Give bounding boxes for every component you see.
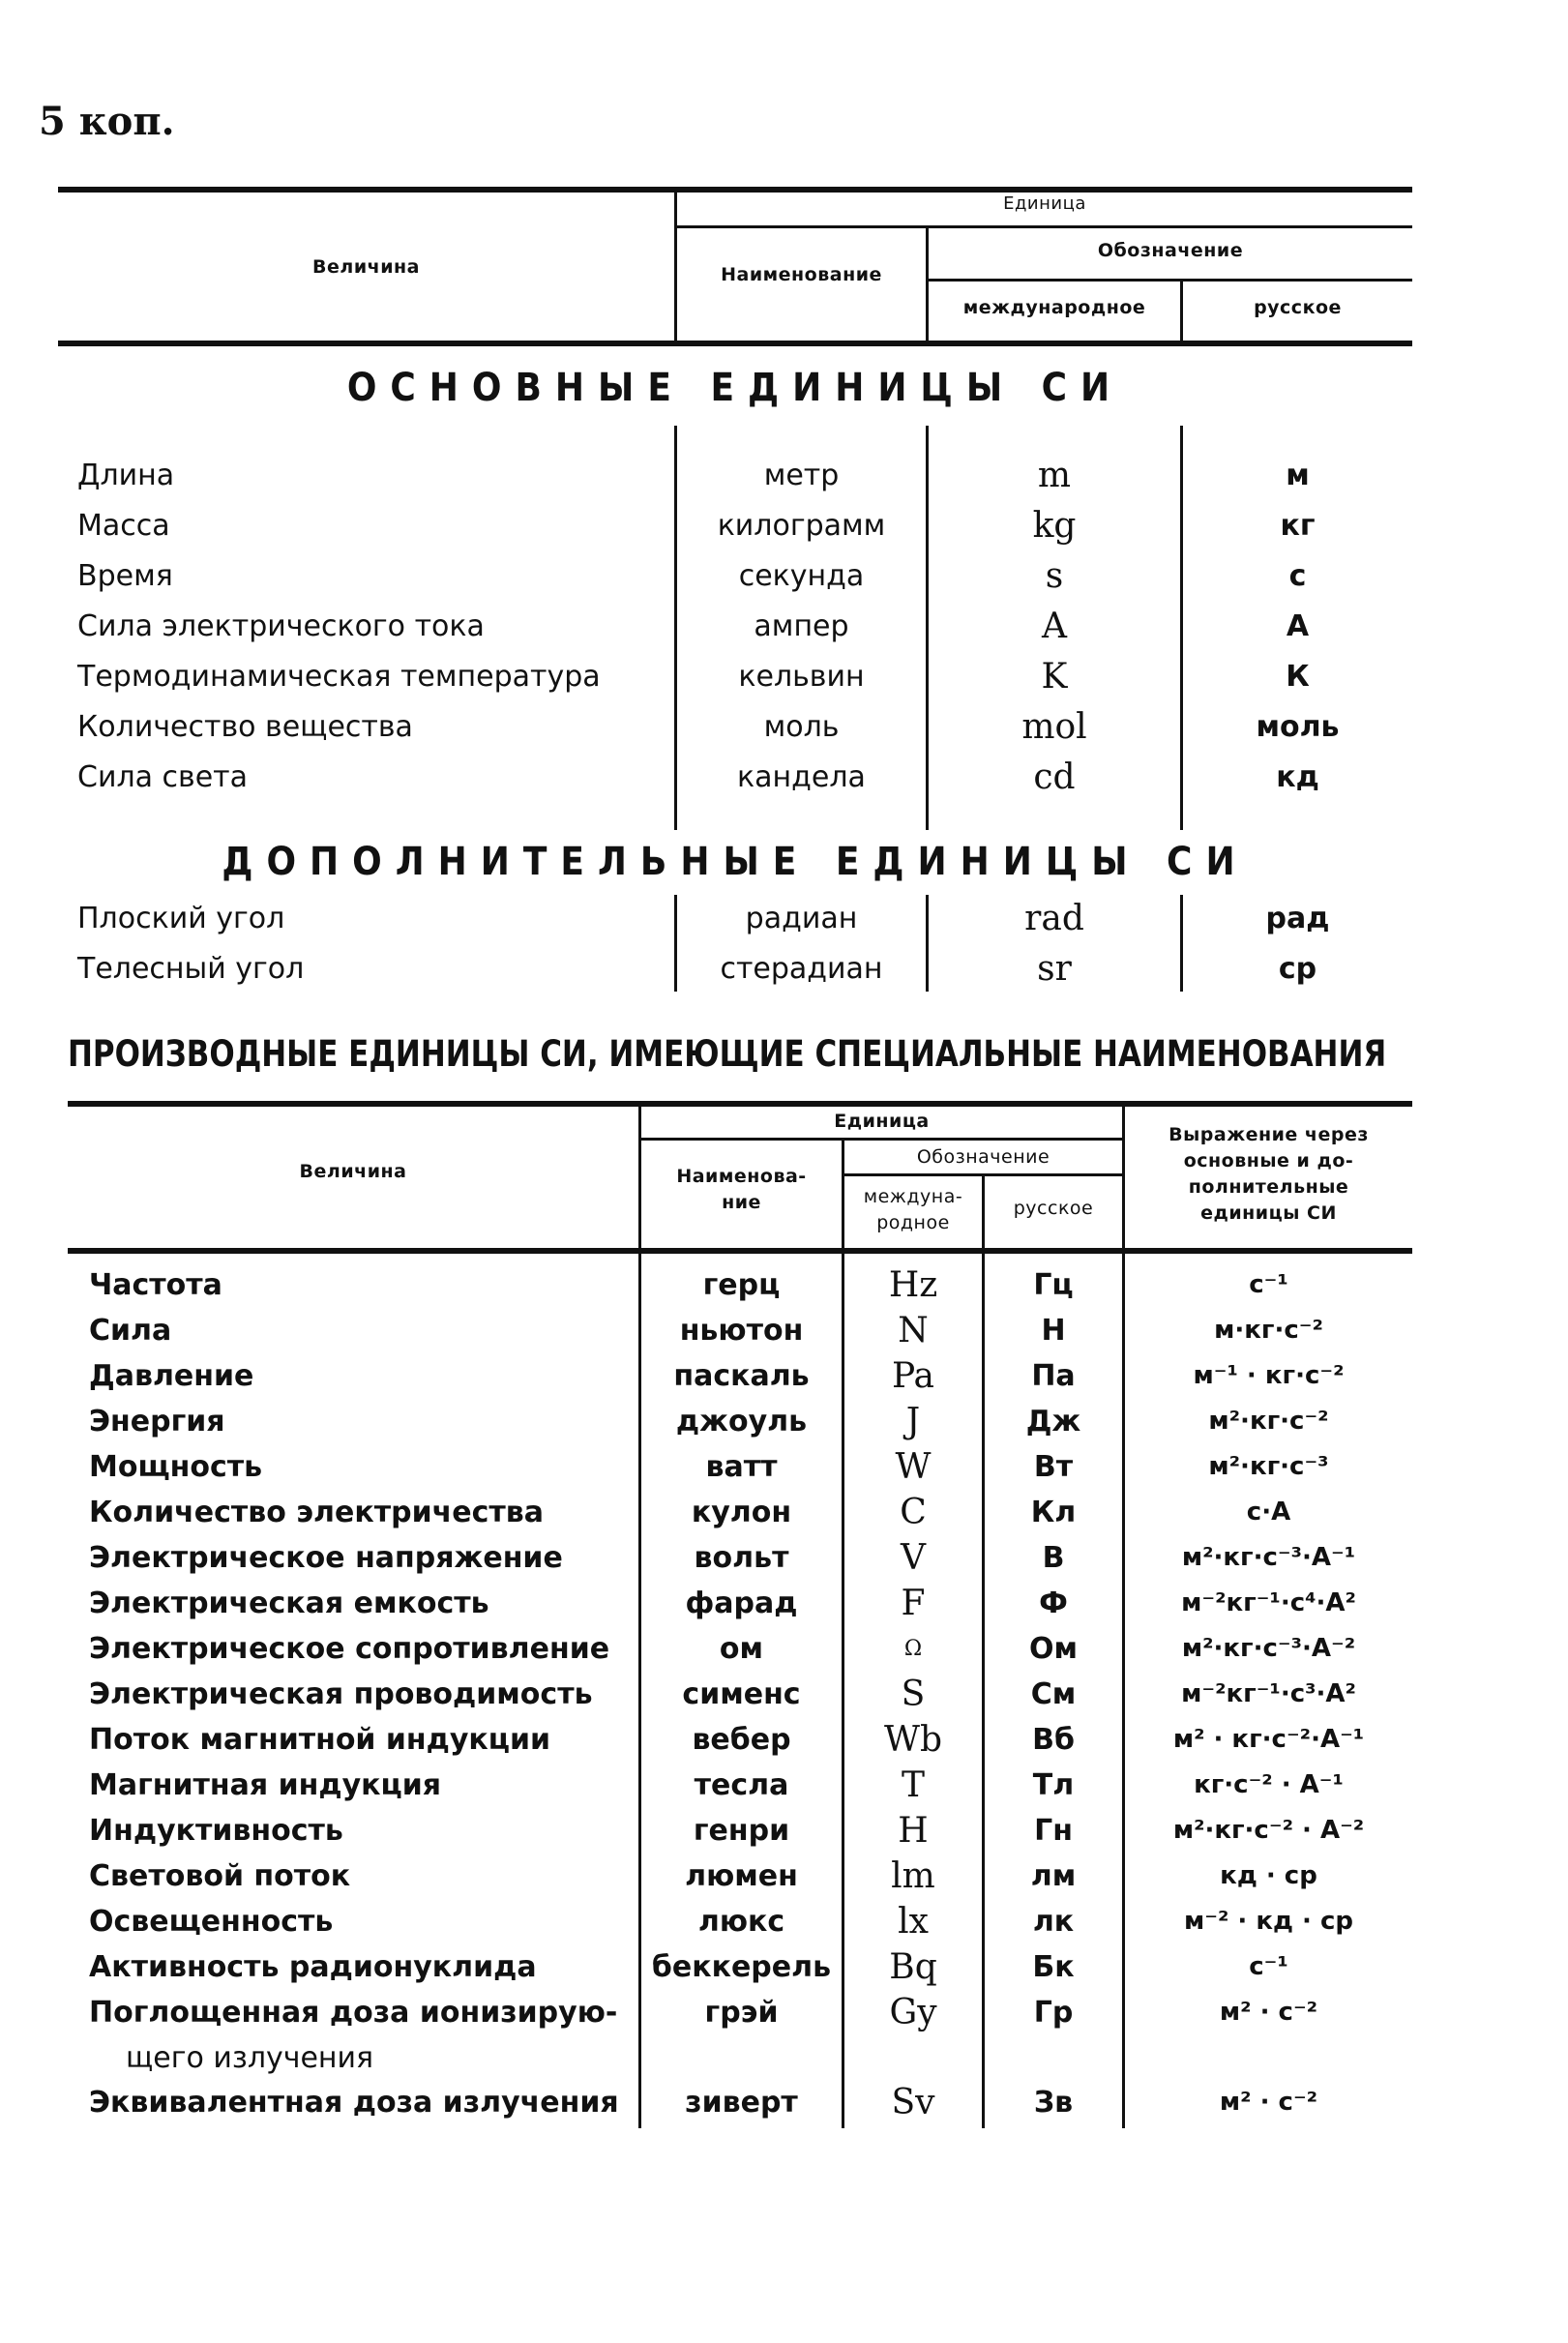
unit-name: радиан — [745, 902, 858, 935]
column-header-expr-3: полнительные — [1188, 1176, 1349, 1198]
rus-symbol: Гр — [1033, 1996, 1074, 2030]
si-expression: м⁻² · кд · ср — [1184, 1907, 1353, 1936]
table-row — [0, 1399, 1568, 1444]
rus-symbol: м — [1286, 459, 1310, 492]
table-row — [0, 1581, 1568, 1626]
unit-name: ампер — [754, 609, 849, 643]
quantity-label: Поглощенная доза ионизирую- — [89, 1996, 618, 2030]
rus-symbol: См — [1030, 1677, 1077, 1711]
section-title-supplementary: ДОПОЛНИТЕЛЬНЫЕ ЕДИНИЦЫ СИ — [222, 840, 1249, 884]
intl-symbol: S — [901, 1675, 926, 1714]
intl-symbol: T — [901, 1765, 925, 1805]
table-row — [0, 1308, 1568, 1353]
unit-name: грэй — [704, 1996, 779, 2030]
quantity-label: Количество электричества — [89, 1496, 544, 1529]
table-row — [0, 1353, 1568, 1399]
intl-symbol: A — [1042, 607, 1067, 646]
quantity-label: Термодинамическая температура — [77, 660, 601, 694]
rus-symbol: Зв — [1033, 2086, 1074, 2120]
table-row — [0, 1854, 1568, 1899]
column-header-quantity: Величина — [299, 1161, 407, 1182]
intl-symbol: C — [900, 1493, 927, 1532]
list-item — [0, 602, 1568, 652]
unit-name: секунда — [738, 559, 865, 593]
intl-symbol: J — [905, 1402, 921, 1441]
intl-symbol: Gy — [889, 1993, 937, 2032]
list-item — [0, 753, 1568, 803]
column-header-unit: Единица — [1003, 193, 1086, 214]
si-expression: м² · кг·с⁻²·А⁻¹ — [1172, 1725, 1365, 1754]
column-header-intl-2: родное — [876, 1212, 950, 1233]
unit-name: тесла — [694, 1768, 789, 1802]
si-expression: м⁻¹ · кг·с⁻² — [1193, 1361, 1345, 1390]
rus-symbol: Дж — [1025, 1405, 1081, 1438]
si-expression: м²·кг·с⁻³·А⁻² — [1181, 1634, 1356, 1663]
intl-symbol: sr — [1037, 949, 1072, 989]
table-row — [0, 1626, 1568, 1672]
rus-symbol: Тл — [1032, 1768, 1075, 1802]
column-header-russian: русское — [1013, 1198, 1094, 1219]
rus-symbol: лм — [1030, 1859, 1077, 1893]
table-row — [0, 1717, 1568, 1763]
table-row — [0, 1808, 1568, 1854]
column-header-expr-4: единицы СИ — [1200, 1202, 1337, 1224]
quantity-label: Плоский угол — [77, 902, 285, 935]
unit-name: беккерель — [651, 1950, 832, 1984]
unit-name: вольт — [694, 1541, 789, 1575]
rule — [638, 1138, 1122, 1141]
intl-symbol: Ω — [903, 1637, 923, 1661]
rus-symbol: Ом — [1028, 1632, 1079, 1666]
rus-symbol: Вт — [1033, 1450, 1074, 1484]
intl-symbol: V — [901, 1538, 926, 1578]
list-item — [0, 944, 1568, 994]
rule — [926, 279, 1412, 282]
intl-symbol: Wb — [883, 1720, 943, 1760]
si-expression: м²·кг·с⁻² · А⁻² — [1172, 1816, 1365, 1845]
table-row — [0, 1763, 1568, 1808]
si-expression: м² · с⁻² — [1219, 2088, 1318, 2117]
quantity-label: Электрическая проводимость — [89, 1677, 593, 1711]
quantity-label: Время — [77, 559, 173, 593]
quantity-label: Длина — [77, 459, 175, 492]
intl-symbol: Hz — [888, 1265, 938, 1305]
unit-name: килограмм — [717, 509, 886, 543]
unit-name: ньютон — [679, 1314, 804, 1348]
section-title-base: ОСНОВНЫЕ ЕДИНИЦЫ СИ — [346, 366, 1124, 410]
intl-symbol: Sv — [891, 2083, 935, 2122]
unit-name: генри — [693, 1814, 790, 1848]
quantity-label: Сила света — [77, 760, 249, 794]
table-row — [0, 1262, 1568, 1308]
rus-symbol: Гц — [1033, 1268, 1074, 1302]
quantity-label: Электрическое напряжение — [89, 1541, 563, 1575]
rus-symbol: Ф — [1039, 1587, 1068, 1620]
quantity-label: Электрическое сопротивление — [89, 1632, 610, 1666]
quantity-label: Магнитная индукция — [89, 1768, 441, 1802]
intl-symbol: W — [895, 1447, 932, 1487]
unit-name: люмен — [685, 1859, 798, 1893]
quantity-label: Световой поток — [89, 1859, 351, 1893]
list-item — [0, 702, 1568, 753]
unit-name: сименс — [682, 1677, 801, 1711]
intl-symbol: lm — [891, 1856, 935, 1896]
si-expression: с·А — [1246, 1498, 1291, 1527]
rule — [58, 187, 1412, 193]
column-header-expr-1: Выражение через — [1169, 1124, 1369, 1145]
rus-symbol: ср — [1278, 952, 1317, 986]
table-row — [0, 1944, 1568, 1990]
unit-name: герц — [702, 1268, 781, 1302]
quantity-label: Давление — [89, 1359, 254, 1393]
si-expression: м²·кг·с⁻³·А⁻¹ — [1181, 1543, 1356, 1572]
rus-symbol: моль — [1256, 710, 1340, 744]
column-header-quantity: Величина — [312, 256, 420, 278]
si-expression: кд · ср — [1220, 1861, 1317, 1890]
intl-symbol: cd — [1033, 757, 1076, 797]
intl-symbol: F — [901, 1584, 926, 1623]
rus-symbol: лк — [1032, 1905, 1075, 1939]
intl-symbol: rad — [1024, 899, 1084, 938]
quantity-label: Освещенность — [89, 1905, 334, 1939]
intl-symbol: lx — [898, 1902, 929, 1942]
column-header-symbol: Обозначение — [916, 1146, 1050, 1168]
quantity-label: Индуктивность — [89, 1814, 343, 1848]
table-row — [0, 1535, 1568, 1581]
section-title-derived: ПРОИЗВОДНЫЕ ЕДИНИЦЫ СИ, ИМЕЮЩИЕ СПЕЦИАЛЬНЫЕ НАИМЕНОВАНИЯ — [68, 1033, 1387, 1075]
quantity-label: Сила электрического тока — [77, 609, 485, 643]
table-row — [0, 1672, 1568, 1717]
intl-symbol: N — [898, 1311, 929, 1350]
rule — [58, 341, 1412, 346]
column-header-russian: русское — [1254, 297, 1342, 318]
rus-symbol: Бк — [1032, 1950, 1075, 1984]
unit-name: кельвин — [738, 660, 865, 694]
unit-name: паскаль — [673, 1359, 810, 1393]
column-header-name: Наименование — [721, 264, 882, 285]
intl-symbol: s — [1045, 556, 1064, 596]
list-item — [0, 451, 1568, 501]
intl-symbol: kg — [1032, 506, 1077, 546]
intl-symbol: mol — [1021, 707, 1087, 747]
unit-name: фарад — [685, 1587, 798, 1620]
rule — [674, 225, 1412, 228]
list-item — [0, 894, 1568, 944]
intl-symbol: Bq — [889, 1947, 937, 1987]
list-item — [0, 501, 1568, 551]
rus-symbol: рад — [1265, 902, 1330, 935]
list-item — [0, 652, 1568, 702]
table-row — [0, 2080, 1568, 2125]
rus-symbol: Вб — [1032, 1723, 1075, 1757]
si-expression: м²·кг·с⁻² — [1208, 1407, 1329, 1436]
table-row — [0, 1490, 1568, 1535]
si-expression: с⁻¹ — [1249, 1952, 1288, 1981]
unit-name: ватт — [705, 1450, 778, 1484]
quantity-label-continued: щего излучения — [126, 2041, 374, 2075]
column-header-expr-2: основные и до- — [1183, 1150, 1354, 1172]
unit-name: люкс — [697, 1905, 785, 1939]
unit-name: кулон — [691, 1496, 792, 1529]
rus-symbol: А — [1286, 609, 1310, 643]
unit-name: моль — [763, 710, 840, 744]
unit-name: зиверт — [685, 2086, 798, 2120]
table-row — [0, 1444, 1568, 1490]
si-expression: м⁻²кг⁻¹·с⁴·А² — [1181, 1588, 1356, 1617]
rus-symbol: с — [1288, 559, 1307, 593]
rus-symbol: кг — [1280, 509, 1316, 543]
rus-symbol: кд — [1276, 760, 1319, 794]
si-expression: м² · с⁻² — [1219, 1998, 1318, 2027]
unit-name: стерадиан — [720, 952, 883, 986]
rus-symbol: Кл — [1030, 1496, 1077, 1529]
quantity-label: Поток магнитной индукции — [89, 1723, 551, 1757]
unit-name: вебер — [692, 1723, 791, 1757]
column-header-intl-1: междуна- — [863, 1186, 963, 1207]
quantity-label: Электрическая емкость — [89, 1587, 489, 1620]
rule — [68, 1248, 1412, 1254]
rus-symbol: Па — [1031, 1359, 1076, 1393]
list-item — [0, 551, 1568, 602]
quantity-label: Количество вещества — [77, 710, 413, 744]
si-expression: м·кг·с⁻² — [1214, 1316, 1323, 1345]
si-expression: м²·кг·с⁻³ — [1208, 1452, 1329, 1481]
quantity-label: Активность радионуклида — [89, 1950, 537, 1984]
si-expression: кг·с⁻² · А⁻¹ — [1194, 1770, 1344, 1799]
rus-symbol: Н — [1041, 1314, 1066, 1348]
column-header-symbol: Обозначение — [1097, 240, 1244, 261]
rus-symbol: В — [1042, 1541, 1065, 1575]
intl-symbol: K — [1041, 657, 1068, 697]
column-header-unit: Единица — [834, 1111, 930, 1132]
si-expression: с⁻¹ — [1249, 1270, 1288, 1299]
table-row — [0, 1990, 1568, 2081]
column-header-international: международное — [962, 297, 1146, 318]
si-expression: м⁻²кг⁻¹·с³·А² — [1181, 1679, 1356, 1708]
quantity-label: Сила — [89, 1314, 172, 1348]
intl-symbol: H — [898, 1811, 929, 1851]
price: 5 коп. — [39, 99, 175, 144]
quantity-label: Масса — [77, 509, 170, 543]
unit-name: джоуль — [675, 1405, 808, 1438]
quantity-label: Эквивалентная доза излучения — [89, 2086, 619, 2120]
rule — [68, 1101, 1412, 1107]
quantity-label: Частота — [89, 1268, 222, 1302]
quantity-label: Телесный угол — [77, 952, 305, 986]
table-row — [0, 1899, 1568, 1944]
quantity-label: Мощность — [89, 1450, 263, 1484]
unit-name: метр — [763, 459, 840, 492]
column-header-name-2: ние — [722, 1192, 761, 1213]
intl-symbol: Pa — [891, 1356, 935, 1396]
unit-name: кандела — [737, 760, 866, 794]
column-header-name-1: Наименова- — [676, 1166, 807, 1187]
rus-symbol: К — [1286, 660, 1310, 694]
rus-symbol: Гн — [1034, 1814, 1073, 1848]
quantity-label: Энергия — [89, 1405, 225, 1438]
unit-name: ом — [719, 1632, 764, 1666]
intl-symbol: m — [1037, 456, 1072, 495]
